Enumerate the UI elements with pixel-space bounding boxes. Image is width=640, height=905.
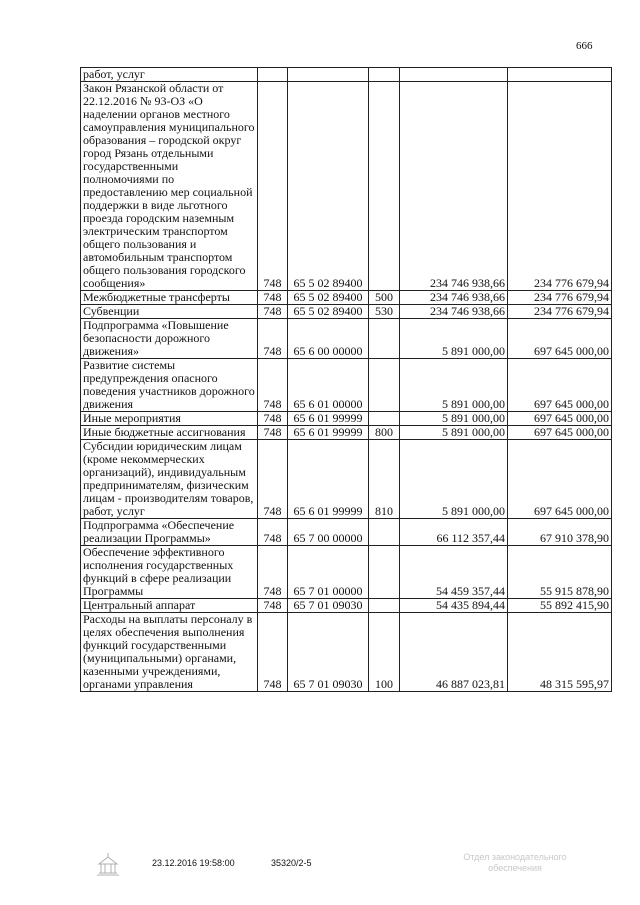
row-sum-2017-cell: 234 746 938,66 [400, 291, 508, 305]
row-ministry-cell: 748 [258, 546, 288, 599]
row-vr-cell [369, 599, 400, 613]
row-vr-cell: 100 [369, 613, 400, 692]
table-row [81, 426, 612, 440]
row-name-cell: Центральный аппарат [81, 599, 258, 613]
row-sum-2018-cell: 48 315 595,97 [508, 613, 612, 692]
footer-doc-code: 35320/2-5 [271, 858, 312, 868]
row-sum-2018-cell: 697 645 000,00 [508, 319, 612, 359]
footer-datetime: 23.12.2016 19:58:00 [152, 858, 235, 868]
table-row [81, 291, 612, 305]
row-sum-2017-cell: 54 459 357,44 [400, 546, 508, 599]
row-sum-2018-cell: 55 892 415,90 [508, 599, 612, 613]
row-csr-cell: 65 6 01 99999 [288, 412, 369, 426]
row-ministry-cell: 748 [258, 426, 288, 440]
row-sum-2017-cell: 5 891 000,00 [400, 359, 508, 412]
row-sum-2018-cell: 234 776 679,94 [508, 291, 612, 305]
building-stamp-icon [94, 851, 122, 879]
row-sum-2017-cell: 234 746 938,66 [400, 82, 508, 291]
table-row [81, 359, 612, 412]
row-ministry-cell: 748 [258, 82, 288, 291]
row-sum-2017-cell: 46 887 023,81 [400, 613, 508, 692]
row-name-cell: Расходы на выплаты персоналу в целях обеспечения выполнения функций государственными (муниципальными) органами, казенными учреждениями, органами управления [81, 613, 258, 692]
row-vr-cell [369, 546, 400, 599]
table-row [81, 319, 612, 359]
row-ministry-cell: 748 [258, 291, 288, 305]
row-csr-cell: 65 7 00 00000 [288, 519, 369, 546]
row-ministry-cell: 748 [258, 359, 288, 412]
row-vr-cell: 500 [369, 291, 400, 305]
row-vr-cell: 810 [369, 440, 400, 519]
row-vr-cell: 800 [369, 426, 400, 440]
row-name-cell: Обеспечение эффективного исполнения государственных функций в сфере реализации Программы [81, 546, 258, 599]
row-sum-2017-cell: 5 891 000,00 [400, 426, 508, 440]
row-vr-cell [369, 319, 400, 359]
row-sum-2017-cell [400, 68, 508, 82]
row-csr-cell: 65 7 01 09030 [288, 599, 369, 613]
row-sum-2017-cell: 5 891 000,00 [400, 412, 508, 426]
row-vr-cell [369, 412, 400, 426]
table-row [81, 519, 612, 546]
row-sum-2017-cell: 5 891 000,00 [400, 319, 508, 359]
table-row [81, 546, 612, 599]
table-row [81, 68, 612, 82]
row-sum-2018-cell: 697 645 000,00 [508, 412, 612, 426]
row-csr-cell: 65 6 01 00000 [288, 359, 369, 412]
budget-table [80, 67, 612, 692]
row-csr-cell: 65 6 01 99999 [288, 440, 369, 519]
row-vr-cell [369, 68, 400, 82]
table-row [81, 412, 612, 426]
row-sum-2018-cell: 67 910 378,90 [508, 519, 612, 546]
row-ministry-cell: 748 [258, 319, 288, 359]
row-csr-cell: 65 5 02 89400 [288, 291, 369, 305]
row-ministry-cell: 748 [258, 440, 288, 519]
row-name-cell: Межбюджетные трансферты [81, 291, 258, 305]
row-sum-2018-cell: 697 645 000,00 [508, 440, 612, 519]
row-vr-cell [369, 519, 400, 546]
row-sum-2018-cell: 697 645 000,00 [508, 359, 612, 412]
row-sum-2018-cell: 697 645 000,00 [508, 426, 612, 440]
table-row [81, 613, 612, 692]
row-sum-2018-cell: 234 776 679,94 [508, 305, 612, 319]
row-name-cell: Закон Рязанской области от 22.12.2016 № 93-ОЗ «О наделении органов местного самоуправления муниципального образования – городской округ город Рязань отдельными государственными полномочиями по предоставлению мер социальной поддержки в виде льготного проезда городским наземным электрическим транспортом общего пользования и автомобильным транспортом общего пользования городского сообщения» [81, 82, 258, 291]
row-csr-cell: 65 7 01 00000 [288, 546, 369, 599]
row-sum-2018-cell: 234 776 679,94 [508, 82, 612, 291]
row-ministry-cell: 748 [258, 519, 288, 546]
row-sum-2018-cell: 55 915 878,90 [508, 546, 612, 599]
row-name-cell: Подпрограмма «Обеспечение реализации Программы» [81, 519, 258, 546]
row-vr-cell [369, 359, 400, 412]
row-vr-cell: 530 [369, 305, 400, 319]
row-name-cell: Субвенции [81, 305, 258, 319]
row-ministry-cell: 748 [258, 412, 288, 426]
row-name-cell: Субсидии юридическим лицам (кроме некоммерческих организаций), индивидуальным предпринимателям, физическим лицам - производителям товаров, работ, услуг [81, 440, 258, 519]
table-row [81, 305, 612, 319]
row-ministry-cell: 748 [258, 305, 288, 319]
row-name-cell: Подпрограмма «Повышение безопасности дорожного движения» [81, 319, 258, 359]
row-ministry-cell: 748 [258, 613, 288, 692]
row-vr-cell [369, 82, 400, 291]
row-name-cell: Иные мероприятия [81, 412, 258, 426]
row-csr-cell: 65 6 01 99999 [288, 426, 369, 440]
row-ministry-cell: 748 [258, 599, 288, 613]
row-csr-cell: 65 7 01 09030 [288, 613, 369, 692]
row-name-cell: работ, услуг [81, 68, 258, 82]
row-ministry-cell [258, 68, 288, 82]
row-sum-2017-cell: 54 435 894,44 [400, 599, 508, 613]
footer-watermark: Отдел законодательного обеспечения [463, 852, 567, 873]
row-name-cell: Иные бюджетные ассигнования [81, 426, 258, 440]
table-row [81, 82, 612, 291]
row-name-cell: Развитие системы предупреждения опасного поведения участников дорожного движения [81, 359, 258, 412]
table-row [81, 440, 612, 519]
row-csr-cell: 65 6 00 00000 [288, 319, 369, 359]
page-number: 666 [576, 40, 593, 52]
row-csr-cell [288, 68, 369, 82]
row-csr-cell: 65 5 02 89400 [288, 305, 369, 319]
row-sum-2017-cell: 66 112 357,44 [400, 519, 508, 546]
row-sum-2017-cell: 234 746 938,66 [400, 305, 508, 319]
table-row [81, 599, 612, 613]
row-sum-2018-cell [508, 68, 612, 82]
row-csr-cell: 65 5 02 89400 [288, 82, 369, 291]
row-sum-2017-cell: 5 891 000,00 [400, 440, 508, 519]
